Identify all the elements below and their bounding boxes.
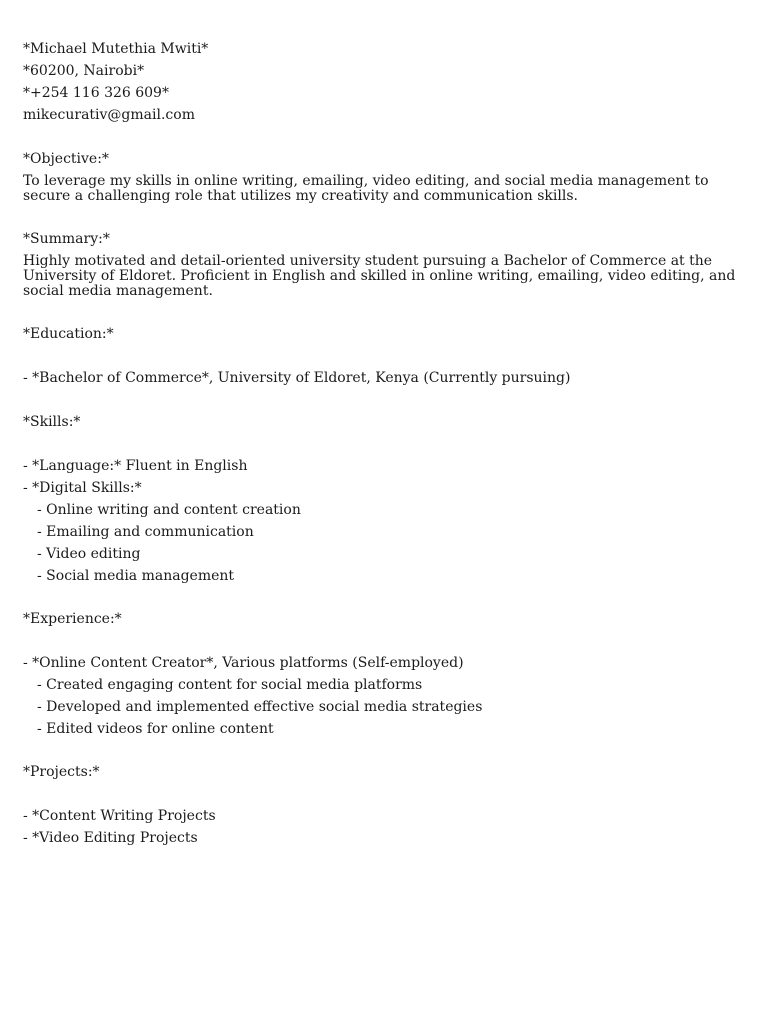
skills-digital: - *Digital Skills:* — [23, 480, 142, 496]
skills-digital-item: - Video editing — [37, 546, 141, 562]
experience-role: - *Online Content Creator*, Various platforms (Self-employed) — [23, 655, 464, 671]
experience-item: - Edited videos for online content — [37, 721, 274, 737]
projects-heading: *Projects:* — [23, 764, 100, 780]
skills-digital-item: - Online writing and content creation — [37, 502, 301, 518]
contact-name: *Michael Mutethia Mwiti* — [23, 41, 209, 57]
summary-heading: *Summary:* — [23, 231, 110, 247]
education-heading: *Education:* — [23, 326, 114, 342]
experience-item: - Created engaging content for social media platforms — [37, 677, 423, 693]
skills-digital-item: - Emailing and communication — [37, 524, 254, 540]
experience-item: - Developed and implemented effective social media strategies — [37, 699, 483, 715]
contact-phone: *+254 116 326 609* — [23, 85, 169, 101]
experience-heading: *Experience:* — [23, 611, 122, 627]
projects-item: - *Content Writing Projects — [23, 808, 216, 824]
contact-address: *60200, Nairobi* — [23, 63, 145, 79]
projects-item: - *Video Editing Projects — [23, 830, 198, 846]
contact-email: mikecurativ@gmail.com — [23, 107, 195, 123]
summary-text: Highly motivated and detail-oriented university student pursuing a Bachelor of Commerce at the University of Eldoret. Proficient in English and skilled in online writing, emailing, video editing, and social media management. — [23, 253, 736, 299]
skills-digital-item: - Social media management — [37, 568, 235, 584]
objective-heading: *Objective:* — [23, 151, 109, 167]
education-item: - *Bachelor of Commerce*, University of Eldoret, Kenya (Currently pursuing) — [23, 370, 571, 386]
skills-heading: *Skills:* — [23, 414, 81, 430]
skills-language: - *Language:* Fluent in English — [23, 458, 248, 474]
objective-text: To leverage my skills in online writing, emailing, video editing, and social media management to secure a challenging role that utilizes my creativity and communication skills. — [23, 173, 709, 204]
